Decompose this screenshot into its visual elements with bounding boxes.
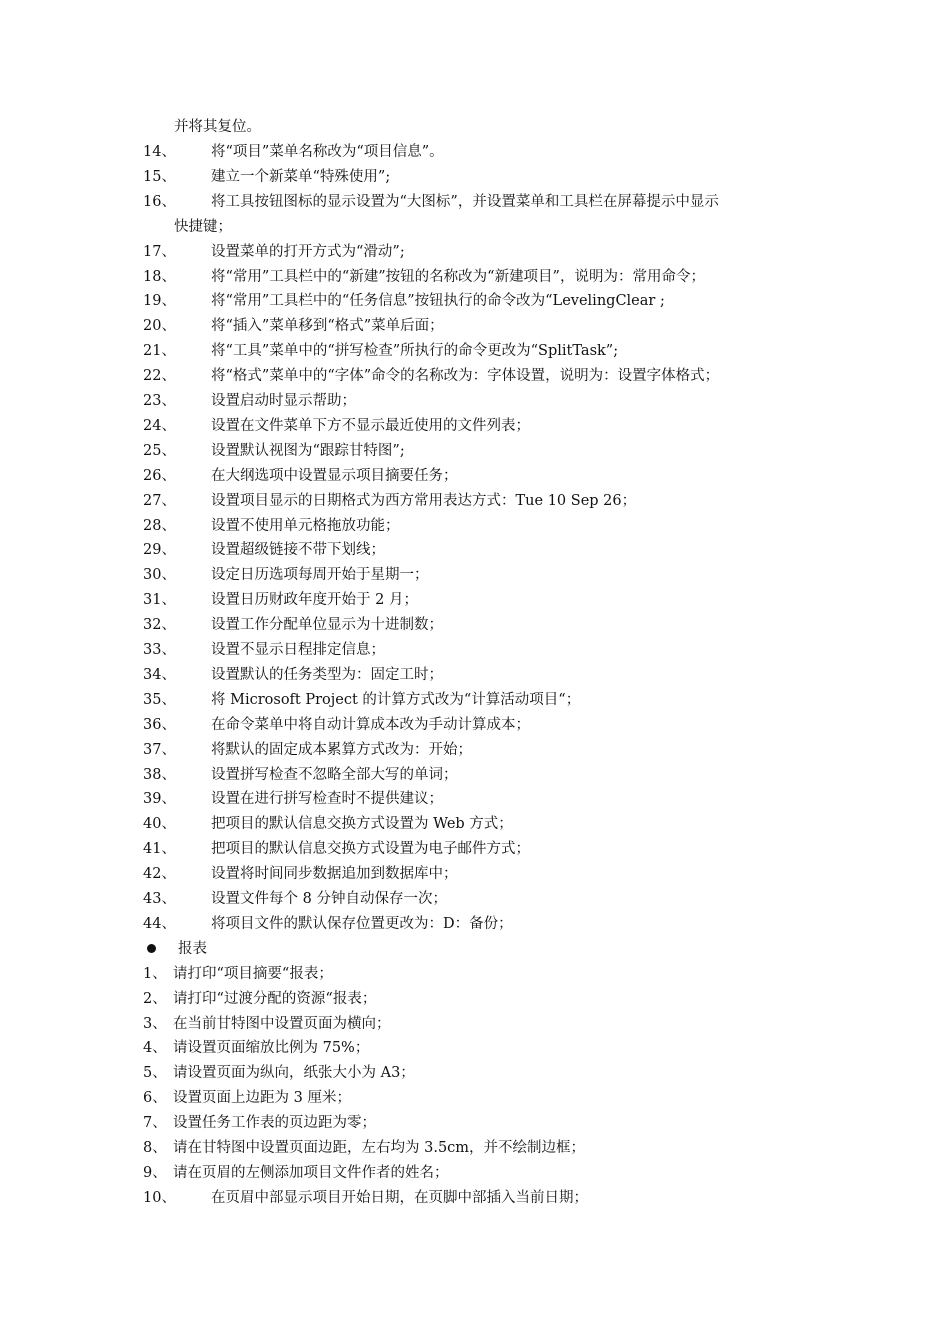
item-number: 39、 (143, 791, 176, 808)
item-text: 设置工作分配单位显示为十进制数； (211, 617, 443, 634)
item-number: 41、 (143, 841, 176, 858)
item-text: 设置项目显示的日期格式为西方常用表达方式：Tue 10 Sep 26； (211, 492, 637, 509)
item-number: 10、 (143, 1189, 176, 1206)
item-text: 将默认的固定成本累算方式改为：开始； (211, 741, 472, 758)
item-text: 在页眉中部显示项目开始日期，在页脚中部插入当前日期； (211, 1189, 588, 1206)
item-number: 24、 (143, 417, 176, 434)
item-text: 将项目文件的默认保存位置更改为：D：备份； (211, 915, 513, 932)
item-number: 22、 (143, 368, 176, 385)
item-number: 36、 (143, 716, 176, 733)
item-text: 建立一个新菜单“特殊使用”; (211, 168, 391, 185)
item-number: 34、 (143, 666, 176, 683)
item-text: 在当前甘特图中设置页面为横向； (173, 1015, 391, 1032)
item-text: 将 Microsoft Project 的计算方式改为“计算活动项目“； (211, 691, 581, 708)
item-continuation-text: 快捷键； (174, 218, 232, 235)
item-number: 19、 (143, 293, 176, 310)
section-heading-text: 报表 (178, 940, 207, 957)
item-text: 设置日历财政年度开始于 2 月； (211, 592, 418, 609)
item-text: 设置任务工作表的页边距为零； (173, 1115, 376, 1132)
item-number: 18、 (143, 268, 176, 285)
item-text: 设置拼写检查不忽略全部大写的单词； (211, 766, 458, 783)
item-text: 请设置页面为纵向，纸张大小为 A3； (173, 1065, 415, 1082)
item-text: 设置页面上边距为 3 厘米； (173, 1090, 351, 1107)
item-text: 设置文件每个 8 分钟自动保存一次； (211, 891, 447, 907)
item-number: 44、 (143, 915, 176, 932)
item-number: 31、 (143, 592, 176, 609)
item-number: 20、 (143, 318, 176, 335)
item-number: 6、 (143, 1090, 167, 1107)
item-number: 9、 (143, 1164, 167, 1181)
item-text: 设置启动时显示帮助； (211, 393, 356, 409)
item-text: 设置菜单的打开方式为“滑动”; (211, 243, 405, 260)
item-text: 设定日历选项每周开始于星期一； (211, 567, 429, 584)
item-number: 14、 (143, 144, 176, 160)
item-text: 设置默认的任务类型为：固定工时； (211, 666, 443, 683)
item-text: 将“工具”菜单中的“拼写检查”所执行的命令更改为“SplitTask”; (211, 343, 619, 360)
item-text: 把项目的默认信息交换方式设置为电子邮件方式； (211, 841, 530, 858)
item-text: 将“格式”菜单中的“字体”命令的名称改为：字体设置，说明为：设置字体格式； (211, 368, 720, 385)
item-text: 把项目的默认信息交换方式设置为 Web 方式； (211, 816, 513, 833)
item-text: 将“常用”工具栏中的“任务信息”按钮执行的命令改为“LevelingClear ; (211, 293, 665, 310)
item-number: 16、 (143, 193, 176, 210)
item-text: 设置超级链接不带下划线； (211, 542, 385, 559)
item-text: 请设置页面缩放比例为 75%； (173, 1040, 370, 1057)
item-number: 38、 (143, 766, 176, 783)
item-number: 1、 (143, 965, 167, 982)
item-number: 35、 (143, 691, 176, 708)
item-number: 21、 (143, 343, 176, 360)
item-number: 25、 (143, 442, 176, 459)
item-text: 在命令菜单中将自动计算成本改为手动计算成本； (211, 716, 530, 733)
item-text: 设置不使用单元格拖放功能； (211, 517, 400, 534)
item-number: 3、 (143, 1015, 167, 1032)
item-text: 设置将时间同步数据追加到数据库中； (211, 866, 458, 883)
item-number: 23、 (143, 393, 176, 409)
item-number: 42、 (143, 866, 176, 883)
item-text: 设置在进行拼写检查时不提供建议； (211, 791, 443, 808)
item-text: 设置不显示日程排定信息； (211, 642, 385, 658)
item-number: 8、 (143, 1140, 167, 1156)
item-number: 17、 (143, 243, 176, 260)
item-text: 将工具按钮图标的显示设置为“大图标”，并设置菜单和工具栏在屏幕提示中显示 (211, 193, 719, 210)
item-text: 设置默认视图为“跟踪甘特图”; (211, 442, 405, 459)
item-text: 在大纲选项中设置显示项目摘要任务； (211, 467, 458, 484)
item-text: 请打印“项目摘要“报表； (173, 965, 333, 982)
item-text: 请在甘特图中设置页面边距，左右均为 3.5cm，并不绘制边框； (173, 1140, 586, 1156)
item-number: 43、 (143, 891, 176, 907)
item-number: 30、 (143, 567, 176, 584)
item-number: 32、 (143, 617, 176, 634)
item-number: 40、 (143, 816, 176, 833)
item-text: 将“常用”工具栏中的“新建”按钮的名称改为“新建项目”，说明为：常用命令； (211, 268, 705, 285)
item-number: 4、 (143, 1040, 167, 1057)
continuation-text: 并将其复位。 (174, 119, 261, 135)
item-text: 将“项目”菜单名称改为“项目信息”。 (211, 144, 444, 160)
item-number: 26、 (143, 467, 176, 484)
item-number: 28、 (143, 517, 176, 534)
item-number: 5、 (143, 1065, 167, 1082)
item-number: 27、 (143, 492, 176, 509)
item-number: 7、 (143, 1115, 167, 1132)
item-number: 37、 (143, 741, 176, 758)
item-text: 请在页眉的左侧添加项目文件作者的姓名； (173, 1164, 449, 1181)
item-text: 设置在文件菜单下方不显示最近使用的文件列表； (211, 417, 530, 434)
bullet-icon (147, 944, 156, 953)
item-number: 15、 (143, 168, 176, 185)
item-number: 2、 (143, 990, 167, 1007)
item-number: 29、 (143, 542, 176, 559)
item-number: 33、 (143, 642, 176, 658)
item-text: 将“插入”菜单移到“格式”菜单后面； (211, 318, 444, 335)
item-text: 请打印“过渡分配的资源“报表； (173, 990, 377, 1007)
